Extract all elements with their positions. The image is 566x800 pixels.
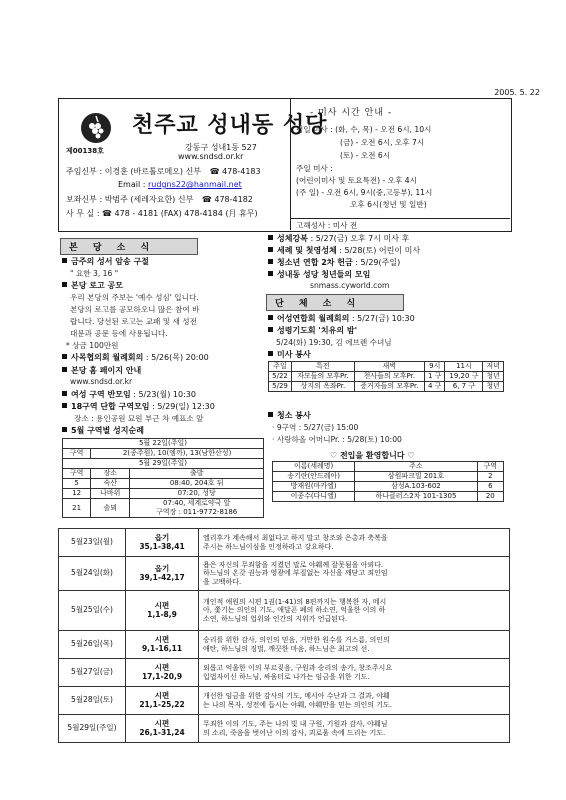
mass-title: - 미사 시간 안내 - bbox=[310, 108, 393, 118]
group-item-3: 미사 봉사 bbox=[268, 349, 311, 360]
news-item-2-text5: * 상금 100만원 bbox=[66, 341, 119, 350]
pilgrimage-date-2: 5월 29일(주일) bbox=[63, 459, 264, 469]
welcome-title: ♡ 전입을 환영합니다 ♡ bbox=[330, 451, 415, 460]
pilgrimage-header-group: 구역 bbox=[63, 469, 91, 479]
parish-news-bar: 본 당 소 식 bbox=[60, 238, 198, 255]
right-item-2: 세례 및 첫영성체 : 5/28(토) 어린이 미사 bbox=[268, 245, 420, 256]
email-link[interactable]: rudgns22@hanmail.net bbox=[147, 180, 242, 189]
assistant-name: 보좌신부 : 박범주 (세레자요한) 신부 bbox=[66, 195, 194, 204]
pilgrimage-header-depart: 출발 bbox=[130, 469, 264, 479]
pilgrimage-groups-1: 2(종주원), 10(엠까), 13(남한산성) bbox=[91, 449, 264, 459]
news-item-5: 여성 구역 반모임 : 5/23(월) 10:30 bbox=[62, 389, 196, 400]
pastor-line bbox=[66, 166, 261, 177]
table-row: 5/29 상지의 옥좌Pr. 증거자들의 모후Pr. 4 구 6, 7 구 청년 bbox=[269, 382, 504, 392]
table-row: 21 솔뫼 07:40, 세계로약국 앞 구역장 : 011-9772-8186 bbox=[63, 499, 264, 518]
email-line bbox=[118, 180, 242, 189]
grape-logo-icon bbox=[80, 112, 112, 144]
table-row: 12 나바위 07:20, 성당 bbox=[63, 489, 264, 499]
assistant-line bbox=[66, 194, 253, 205]
table-row: 방재원(마카엘) 삼성A.103-602 6 bbox=[273, 482, 504, 492]
group-news-bar: 단 체 소 식 bbox=[266, 294, 404, 311]
mass-sunday-2: (주 일) - 오전 6시, 9시(중,고등부), 11시 bbox=[296, 188, 433, 197]
mass-sunday-label: 주일 미사 : bbox=[296, 164, 333, 173]
table-row: 5월28일(토) 시편 21,1-25,22 개선한 임금을 위한 감사의 기도, 메시아 수난과 그 결과, 야훼 는 나의 목자, 성전에 듭시는 야훼, 야훼만을 믿는 의인의 기도. bbox=[59, 687, 510, 715]
pilgrimage-date-1: 5월 22일(주일) bbox=[63, 439, 264, 449]
table-row: 5월25일(수) 시편 1,1-8,9 개인적 애원의 시편 1권(1-41)의 8편까지는 행복한 자, 메시 아, 쫓기는 의인의 기도, 애달픈 폐의 하소연, 억울한 이의 하 소연, 하느님의 업위와 인간의 지위가 언급된다. bbox=[59, 591, 510, 631]
pastor-name: 주임신부 : 이경훈 (바르톨로메오) 신부 bbox=[66, 167, 202, 176]
service-table: 주일 특전 새벽 9시 11시 저녁 5/22 자모들의 모후Pr. 천사들의 모후Pr. 1 구 19,20 구 청년 5/29 상지의 옥좌Pr. 증거자들의 모후Pr. 4 구 6, 7 구 청년 bbox=[268, 361, 504, 392]
news-item-3: 사목협의회 월례회의 : 5/26(목) 20:00 bbox=[62, 352, 209, 363]
assistant-phone: ☎ 478-4182 bbox=[201, 195, 253, 204]
parish-website: www.sndsd.or.kr bbox=[178, 152, 244, 161]
cleaning-1: · 9구역 : 5/27(금) 15:00 bbox=[272, 423, 359, 432]
mass-weekday-3: (토) - 오전 6시 bbox=[340, 151, 391, 160]
mass-sunday-1: (어린이미사 및 토요특전) - 오후 4시 bbox=[296, 176, 417, 185]
email-label: Email : bbox=[118, 180, 148, 189]
table-row: 5월27일(금) 시편 17,1-20,9 외롭고 억울한 이의 부르짖음, 구원과 승리의 송가, 창조주시요 입법자이신 하느님, 싸움터로 나가는 임금을 위한 기도. bbox=[59, 659, 510, 687]
table-row: 5/22 자모들의 모후Pr. 천사들의 모후Pr. 1 구 19,20 구 청년 bbox=[269, 372, 504, 382]
mass-separator bbox=[290, 218, 510, 219]
pastor-phone: ☎ 478-4183 bbox=[209, 167, 261, 176]
news-item-6-text2: 장소 : 용인공원 묘원 부근 차 예표소 앞 bbox=[74, 414, 204, 423]
group-item-2-text: 5/24(화) 19:30, 김 에브렌 수녀님 bbox=[276, 338, 392, 347]
news-item-4: 본당 홈 페이지 안내 bbox=[62, 365, 141, 376]
news-item-2-text1: 우리 본당의 주보는 '예수 성심' 입니다. bbox=[70, 293, 199, 302]
table-row: 송기란(안드레아) 삼원파크빌 201호 2 bbox=[273, 472, 504, 482]
table-row: 5월24일(화) 읍기 39,1-42,17 욥은 자신의 무죄함을 지켰던 말로 야훼께 잘못됨을 아뢰다. 하느님의 온갖 권능과 영광에 부질없는 자신을 깨닫고 죄인임 을 고백하다. bbox=[59, 557, 510, 591]
mass-weekday-2: (금) - 오전 6시, 오후 7시 bbox=[340, 138, 425, 147]
table-row: 5월23일(월) 읍기 35,1-38,41 엘리후가 계속해서 최없다고 하지 말고 창조와 은총과 축복을 주시는 하느님이심을 인정하라고 강요하다. bbox=[59, 529, 510, 557]
news-item-2-text3: 랍니다. 당선된 로고는 교패 및 새 성전 bbox=[70, 317, 197, 326]
table-row: 5월29일(주일) 시편 26,1-31,24 무죄한 이의 기도, 주는 나의 빛 내 구원, 기원과 감사, 야훼님 의 소리, 죽음을 벗어난 이의 감사, 괴로움 속에 드리는 기도. bbox=[59, 715, 510, 743]
group-item-4: 청소 봉사 bbox=[268, 410, 311, 421]
news-item-2-text4: 대문과 공문 등에 사용됩니다. bbox=[70, 329, 168, 338]
bible-reading-table bbox=[58, 528, 510, 743]
mass-sunday-3: 오후 6시(청년 및 일반) bbox=[350, 200, 427, 209]
right-item-1: 성체강복 : 5/27(금) 오후 7시 미사 후 bbox=[268, 233, 409, 244]
welcome-table: 이름(세례명) 주소 구역 송기란(안드레아) 삼원파크빌 201호 2 방재원(마카엘) 삼성A.103-602 6 이종수(다니엘) 하나클러스2차 101-1305 20 bbox=[272, 461, 504, 502]
bulletin-date: 2005. 5. 22 bbox=[494, 88, 540, 97]
pilgrimage-table bbox=[62, 438, 264, 518]
youth-site[interactable]: snmass.cyworld.com bbox=[310, 281, 390, 290]
news-item-2: 본당 로고 공모 bbox=[62, 280, 123, 291]
parish-address: 강동구 성내1동 527 bbox=[185, 143, 257, 152]
table-row: 5월26일(목) 시편 9,1-16,11 승리를 위한 감사, 의인의 믿음, 거만한 원수를 거스름, 의인의 애탄, 하느님의 징벌, 깨끗한 마음, 하느님은 최고의 선. bbox=[59, 631, 510, 659]
pilgrimage-header-place: 장소 bbox=[91, 469, 130, 479]
news-item-2-text2: 본당의 로고를 공모하오니 많은 참여 바 bbox=[70, 305, 200, 314]
news-item-7: 5월 구역별 성지순례 bbox=[62, 425, 144, 436]
office-line: 사 무 실 : ☎ 478 - 4181 (FAX) 478-4184 (月 휴무) bbox=[66, 209, 258, 218]
news-item-1-text: " 요한 3, 16 " bbox=[70, 269, 119, 278]
parish-title: 천주교 성내동 성당 bbox=[132, 112, 328, 138]
table-row: 이종수(다니엘) 하나클러스2차 101-1305 20 bbox=[273, 492, 504, 502]
news-item-6: 18구역 단합 구역모임 : 5/29(일) 12:30 bbox=[62, 401, 215, 412]
mass-weekday-1: 평일 미사 : (화, 수, 목) - 오전 6시, 10시 bbox=[296, 125, 432, 134]
right-item-4: 성내동 성당 청년들의 모임 bbox=[268, 269, 370, 280]
table-row: 5 숙산 08:40, 204호 뒤 bbox=[63, 479, 264, 489]
news-item-4-text[interactable]: www.sndsd.or.kr bbox=[70, 377, 133, 386]
issue-number: 제00138호 bbox=[66, 147, 104, 155]
group-item-1: 어성연합회 월례회의 : 5/27(금) 10:30 bbox=[268, 313, 415, 324]
pilgrimage-col: 구역 bbox=[63, 449, 91, 459]
mass-confession: 고해성사 : 미사 전 bbox=[296, 221, 358, 230]
group-item-2: 성령기도회 '치유의 밤' bbox=[268, 325, 357, 336]
cleaning-2: · 사랑하올 어머니Pr. : 5/28(토) 10:00 bbox=[272, 435, 402, 444]
news-item-1: 금주의 성서 암송 구절 bbox=[62, 256, 149, 267]
right-item-3: 청소년 연합 2차 헌금 : 5/29(주일) bbox=[268, 257, 400, 268]
